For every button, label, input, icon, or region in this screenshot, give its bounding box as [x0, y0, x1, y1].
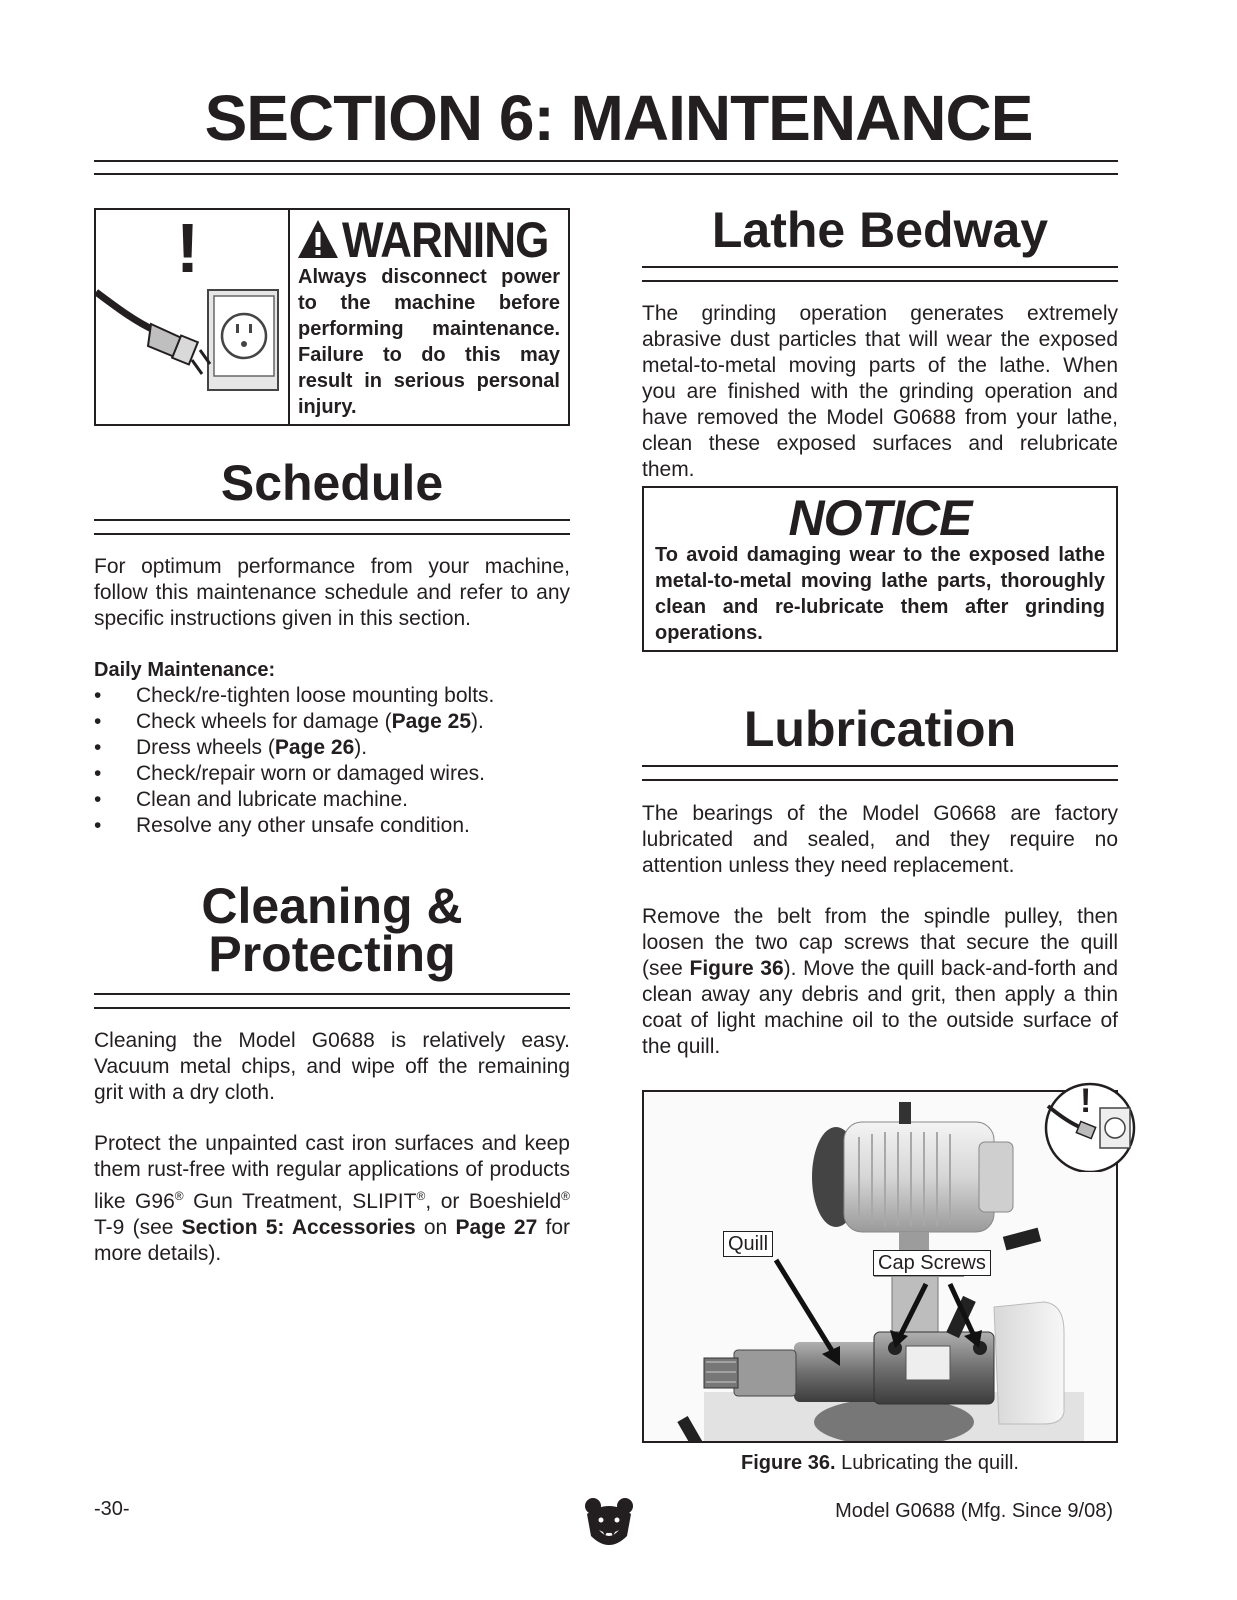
lathe-bedway-rule-bottom: [642, 280, 1118, 282]
figure-caption: Figure 36. Lubricating the quill.: [741, 1452, 1019, 1474]
warning-text: Always disconnect power to the machine before performing maintenance. Failure to do this may result in serious personal injury.: [298, 266, 560, 418]
cleaning-heading: [94, 878, 570, 982]
unplug-badge-icon: [1034, 1076, 1140, 1172]
warning-label: WARNING: [342, 212, 549, 268]
warning-divider: [288, 208, 290, 426]
daily-maintenance-list: [94, 683, 494, 839]
daily-maintenance-heading: Daily Maintenance:: [94, 659, 276, 681]
cleaning-paragraph-1: Cleaning the Model G0688 is relatively easy. Vacuum metal chips, and wipe off the remaining grit with a dry cloth.: [94, 1029, 570, 1104]
lubrication-paragraph-2: Remove the belt from the spindle pulley, then loosen the two cap screws that secure the quill (see Figure 36). Move the quill back-and-forth and clean away any debris and grit, then apply a thin coat of light machine oil to the outside surface of the quill.: [642, 905, 1119, 1058]
lathe-bedway-heading: Lathe Bedway: [711, 202, 1049, 258]
page-title: SECTION 6: MAINTENANCE: [204, 82, 1033, 154]
title-rule-bottom: [94, 173, 1118, 175]
unplug-power-cord-icon: [96, 212, 286, 422]
lubrication-heading: Lubrication: [743, 701, 1017, 757]
svg-text:!: !: [176, 212, 200, 287]
callout-quill: Quill: [723, 1231, 773, 1257]
svg-text:!: !: [1080, 1082, 1092, 1120]
bullet: •: [94, 684, 102, 707]
bullet: •: [94, 788, 102, 811]
list-item: • Dress wheels (Page 26).: [94, 736, 368, 759]
page-number: -30-: [94, 1498, 130, 1520]
title-rule-top: [94, 160, 1118, 162]
warning-triangle-icon: [296, 218, 340, 260]
bullet: •: [94, 736, 102, 759]
lubrication-rule-top: [642, 765, 1118, 767]
model-footer: Model G0688 (Mfg. Since 9/08): [835, 1500, 1113, 1522]
bullet: •: [94, 814, 102, 837]
list-item: • Clean and lubricate machine.: [94, 788, 408, 811]
bear-logo-icon: [583, 1496, 635, 1552]
notice-label: NOTICE: [788, 490, 972, 546]
schedule-heading: Schedule: [220, 455, 444, 511]
lathe-bedway-text: The grinding operation generates extremely abrasive dust particles that will wear the exposed metal-to-metal moving parts of the lathe. When you are finished with the grinding operation and have removed the Model G0688 from your lathe, clean these exposed surfaces and relubricate them.: [642, 302, 1118, 481]
cleaning-rule-bottom: [94, 1007, 570, 1009]
cleaning-heading-line1: Cleaning &: [201, 878, 463, 934]
callout-cap-screws: Cap Screws: [873, 1250, 991, 1276]
notice-text: To avoid damaging wear to the exposed lathe metal-to-metal moving lathe parts, thoroughly clean and re-lubricate them after grinding operations.: [655, 544, 1105, 644]
list-item: • Check/re-tighten loose mounting bolts.: [94, 684, 495, 707]
bullet: •: [94, 762, 102, 785]
schedule-rule-top: [94, 519, 570, 521]
list-item: • Check/repair worn or damaged wires.: [94, 762, 485, 785]
list-item: • Resolve any other unsafe condition.: [94, 814, 470, 837]
schedule-rule-bottom: [94, 533, 570, 535]
cleaning-heading-line2: Protecting: [208, 926, 456, 982]
list-item: • Check wheels for damage (Page 25).: [94, 710, 484, 733]
lubrication-rule-bottom: [642, 779, 1118, 781]
schedule-intro: For optimum performance from your machine, follow this maintenance schedule and refer to any specific instructions given in this section.: [94, 555, 570, 630]
lubrication-paragraph-1: The bearings of the Model G0668 are factory lubricated and sealed, and they require no attention unless they need replacement.: [642, 802, 1118, 877]
cleaning-rule-top: [94, 993, 570, 995]
cleaning-paragraph-2: Protect the unpainted cast iron surfaces and keep them rust-free with regular applications of products like G96® Gun Treatment, SLIPIT®, or Boeshield® T-9 (see Section 5: Accessories on Page 27 for more details).: [94, 1132, 571, 1265]
lathe-bedway-rule-top: [642, 266, 1118, 268]
bullet: •: [94, 710, 102, 733]
